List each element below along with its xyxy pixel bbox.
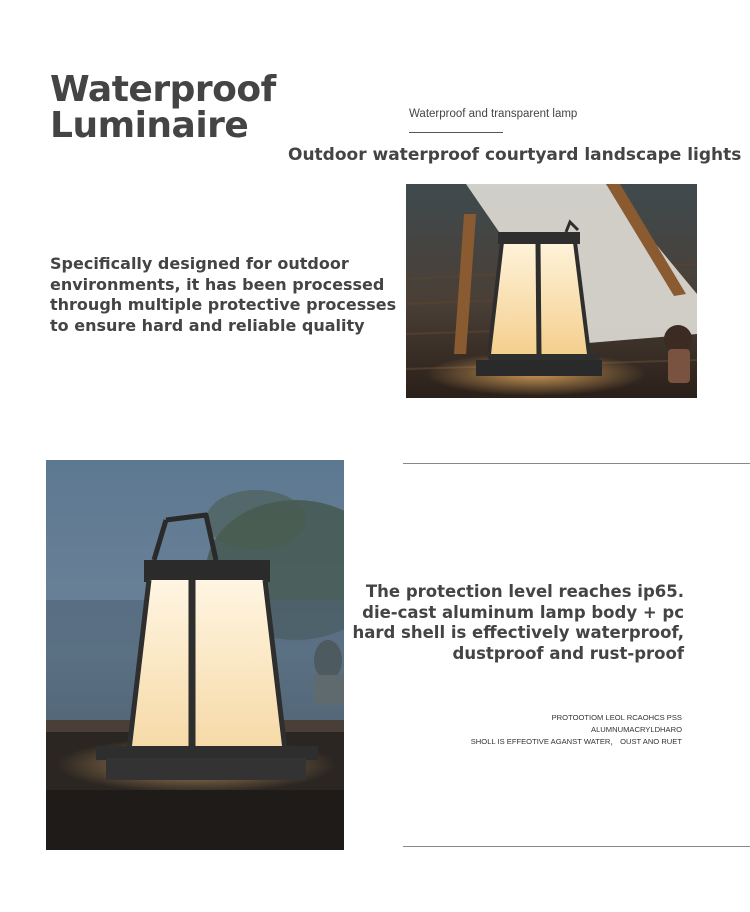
fine-print [471, 712, 682, 748]
fine-print-line: ALUMNUMACRYLDHARO [591, 725, 682, 734]
description-line: environments, it has been processed [50, 274, 385, 294]
headline: Outdoor waterproof courtyard landscape lights [288, 145, 742, 165]
protection-text [352, 582, 684, 664]
bottom-lamp-photo [46, 460, 344, 850]
title-line-2: Luminaire [50, 105, 249, 146]
description-line: Specifically designed for outdoor [50, 254, 349, 273]
page-title [50, 69, 276, 146]
top-lamp-photo [406, 184, 697, 398]
protection-line: die-cast aluminum lamp body + pc [362, 602, 684, 622]
description-text [50, 254, 396, 336]
title-line-1: Waterproof [50, 69, 276, 110]
subtitle-small: Waterproof and transparent lamp [409, 108, 578, 120]
fine-print-line: SHOLL IS EFFEOTIVE AGANST WATER， OUST ANO RUET [470, 737, 682, 746]
fine-print-line: PROTOOTIOM LEOL RCAOHCS PSS [551, 713, 682, 722]
protection-line: dustproof and rust-proof [452, 643, 684, 663]
protection-line: The protection level reaches ip65. [365, 582, 684, 601]
description-line: through multiple protective processes [50, 295, 397, 314]
protection-line: hard shell is effectively waterproof, [352, 623, 684, 642]
subtitle-underline [409, 132, 503, 133]
divider-top [403, 463, 750, 464]
description-line: to ensure hard and reliable quality [50, 315, 365, 335]
divider-bottom [403, 846, 750, 847]
